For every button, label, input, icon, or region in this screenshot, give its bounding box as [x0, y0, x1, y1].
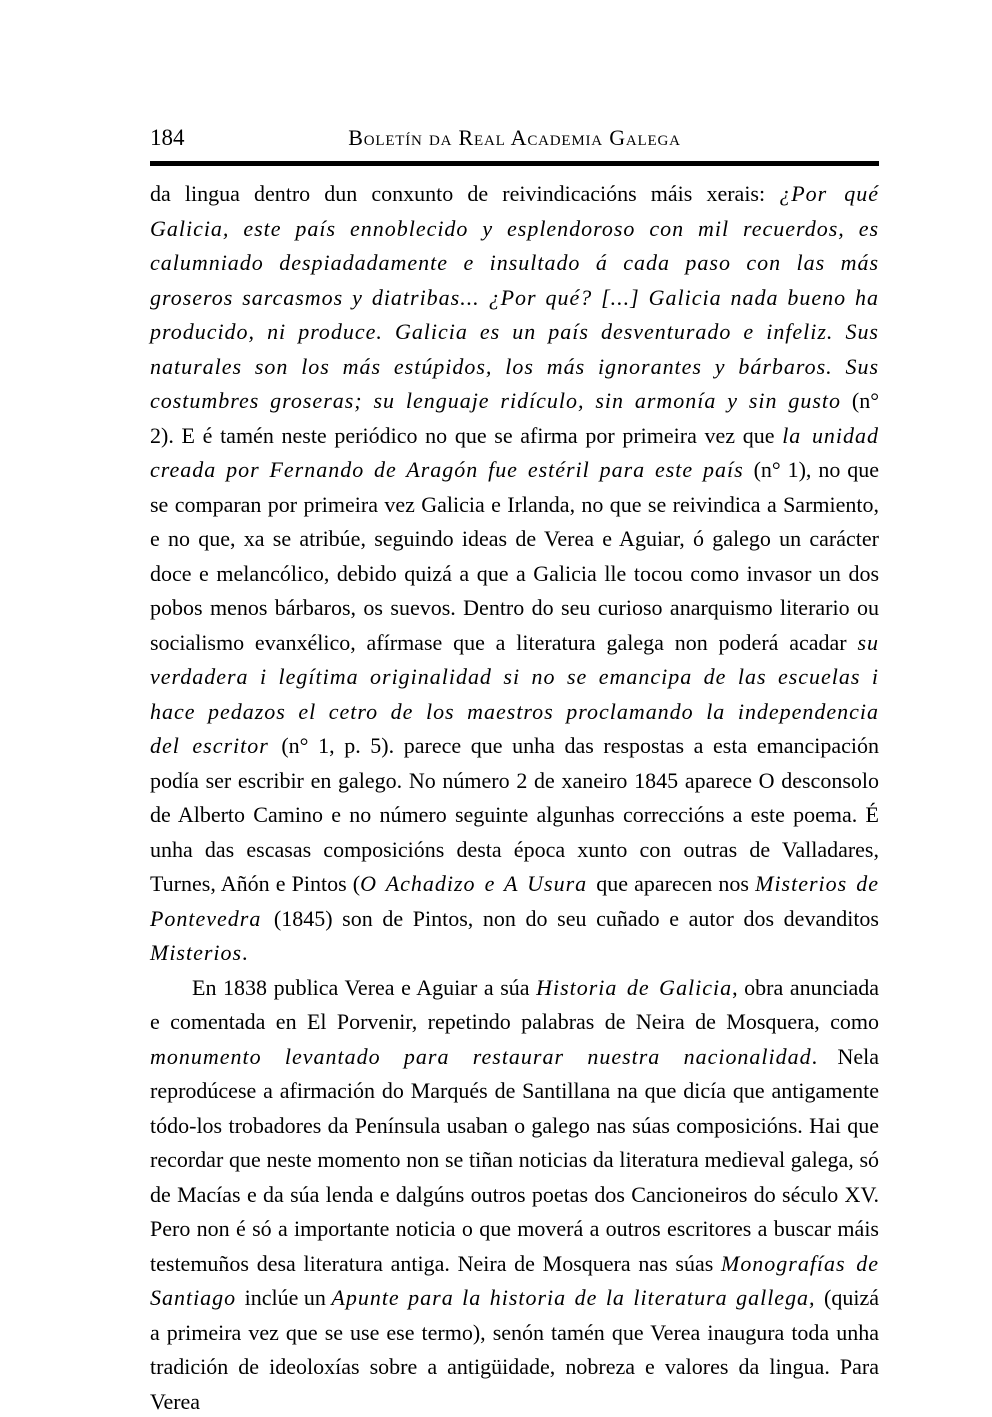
quoted-italic-text: Misterios [150, 940, 243, 965]
running-title: Boletín da Real Academia Galega [348, 125, 681, 150]
body-text [150, 177, 879, 1417]
quoted-italic-text: O Achadizo e A Usura [360, 871, 597, 896]
body-roman-text: , obra anunciada e comentada en El Porvenir, repetindo palabras de Neira de Mosquera, como [150, 974, 879, 1034]
quoted-italic-text: monumento levantado para restaurar nuestra nacionalidad [150, 1043, 812, 1069]
body-roman-text: (n° 2). E é tamén neste periódico no que se afirma por primeira vez que [150, 388, 879, 448]
quoted-italic-text: Apunte para la historia de la literatura gallega, [331, 1285, 825, 1310]
paragraph [150, 177, 879, 971]
quoted-italic-text: Historia de Galicia [536, 974, 733, 1000]
quoted-italic-text: Monografías de Santiago [150, 1250, 879, 1310]
body-roman-text: (n° 1, p. 5). parece que unha das respostas a esta emancipación podía ser escribir en galego. No número 2 de xaneiro 1845 aparece O desconsolo de Alberto Camino e no número seguinte algunhas correccións a este poema. É unha das escasas composicións desta época xunto con outras de Valladares, Turnes, Añón e Pintos ( [150, 733, 879, 896]
text-column [150, 124, 879, 1417]
body-roman-text: inclúe un [244, 1285, 332, 1310]
quoted-italic-text: la unidad creada por Fernando de Aragón fue estéril para este país [150, 422, 879, 482]
body-roman-text: da lingua dentro dun conxunto de reivindicacións máis xerais: [150, 181, 780, 206]
quoted-italic-text: su verdadera i legítima originalidad si no se emancipa de las escuelas i hace pedazos el cetro de los maestros proclamando la independencia del escritor [150, 629, 879, 758]
paragraph [150, 971, 879, 1417]
quoted-italic-text: ¿Por qué Galicia, este país ennoblecido y esplendoroso con mil recuerdos, es calumniado despiadadamente e insultado á cada paso con las más groseros sarcasmos y diatribas... ¿Por qué? [...] Galicia nada bueno ha producido, ni produce. Galicia es un país desventurado e infeliz. Sus naturales son los más estúpidos, los más ignorantes y bárbaros. Sus costumbres groseras; su lenguaje ridículo, sin armonía y sin gusto [150, 181, 879, 413]
body-roman-text: (1845) son de Pintos, non do seu cuñado e autor dos devanditos [273, 905, 879, 931]
body-roman-text: (n° 1), no que se comparan por primeira vez Galicia e Irlanda, no que se reivindica a Sarmiento, e no que, xa se atribúe, seguindo ideas de Verea e Aguiar, ó galego un carácter doce e melancólico, debido quizá a que a Galicia lle tocou como invasor un dos pobos menos bárbaros, os suevos. Dentro do seu curioso anarquismo literario ou socialismo evanxélico, afírmase que a literatura galega non poderá acadar [150, 457, 879, 655]
body-roman-text: En 1838 publica Verea e Aguiar a súa [192, 974, 537, 1000]
body-roman-text: . Nela reprodúcese a afirmación do Marqués de Santillana na que dicía que antigamente tódo-los trobadores da Península usaban o galego nas súas composicións. Hai que recordar que neste momento non se tiñan noticias da literatura medieval galega, só de Macías e da súa lenda e dalgúns outros poetas dos Cancioneiros do século XV. Pero non é só a importante noticia o que moverá a outros escritores a buscar máis testemuños desa literatura antiga. Neira de Mosquera nas súas [150, 1043, 879, 1276]
page-header [150, 124, 879, 154]
page-number: 184 [150, 125, 185, 150]
body-roman-text: que aparecen nos [596, 871, 756, 896]
quoted-italic-text: Misterios de Pontevedra [150, 871, 879, 931]
header-rule [150, 161, 879, 166]
body-roman-text: (quizá a primeira vez que se use ese termo), senón tamén que Verea inaugura toda unha tradición de ideoloxías sobre a antigüidade, nobreza e valores da lingua. Para Verea [150, 1285, 879, 1414]
body-roman-text: . [242, 940, 248, 965]
